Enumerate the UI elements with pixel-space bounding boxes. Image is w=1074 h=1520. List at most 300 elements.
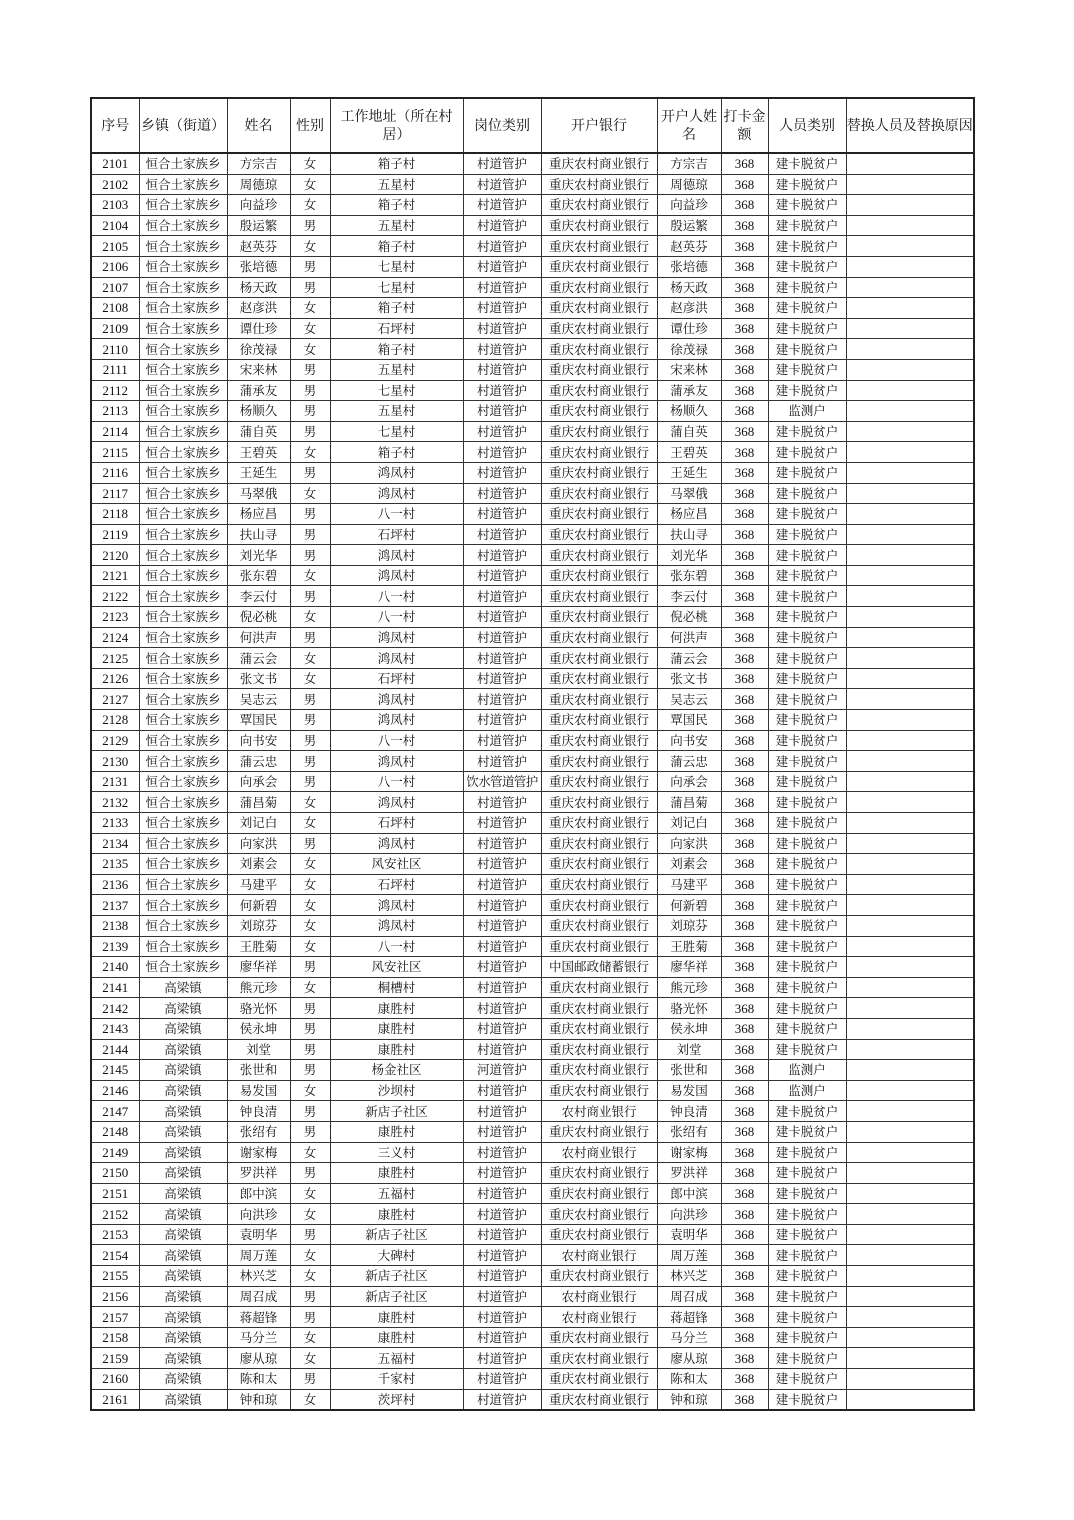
- account-holder-cell: 张东碧: [657, 565, 721, 586]
- gender-cell: 女: [290, 153, 330, 174]
- amount-cell: 368: [721, 1163, 768, 1184]
- table-row: [91, 586, 974, 607]
- seq-cell: 2151: [91, 1183, 139, 1204]
- person-type-cell: 建卡脱贫户: [768, 545, 846, 566]
- seq-cell: 2147: [91, 1101, 139, 1122]
- seq-cell: 2106: [91, 256, 139, 277]
- replacement-cell: [846, 524, 974, 545]
- gender-cell: 男: [290, 957, 330, 978]
- post-type-cell: 村道管护: [463, 1245, 541, 1266]
- amount-cell: 368: [721, 565, 768, 586]
- amount-cell: 368: [721, 545, 768, 566]
- person-type-cell: 建卡脱贫户: [768, 195, 846, 216]
- name-cell: 马分兰: [227, 1327, 290, 1348]
- seq-cell: 2143: [91, 1018, 139, 1039]
- bank-cell: 重庆农村商业银行: [541, 195, 657, 216]
- post-type-cell: 村道管护: [463, 442, 541, 463]
- table-row: [91, 565, 974, 586]
- account-holder-cell: 殷运繁: [657, 215, 721, 236]
- bank-cell: 重庆农村商业银行: [541, 462, 657, 483]
- replacement-cell: [846, 854, 974, 875]
- account-holder-cell: 蒲云会: [657, 648, 721, 669]
- table-row: [91, 1327, 974, 1348]
- table-row: [91, 1224, 974, 1245]
- post-type-cell: 村道管护: [463, 1101, 541, 1122]
- amount-cell: 368: [721, 1286, 768, 1307]
- township-cell: 恒合土家族乡: [139, 174, 227, 195]
- bank-cell: 重庆农村商业银行: [541, 895, 657, 916]
- amount-cell: 368: [721, 915, 768, 936]
- amount-cell: 368: [721, 462, 768, 483]
- replacement-cell: [846, 277, 974, 298]
- seq-cell: 2107: [91, 277, 139, 298]
- post-type-cell: 村道管护: [463, 1039, 541, 1060]
- account-holder-cell: 蒲云忠: [657, 751, 721, 772]
- bank-cell: 重庆农村商业银行: [541, 174, 657, 195]
- table-row: [91, 236, 974, 257]
- bank-cell: 重庆农村商业银行: [541, 833, 657, 854]
- post-type-cell: 村道管护: [463, 462, 541, 483]
- table-row: [91, 751, 974, 772]
- gender-cell: 男: [290, 545, 330, 566]
- table-row: [91, 359, 974, 380]
- table-row: [91, 195, 974, 216]
- work-address-cell: 新店子社区: [330, 1224, 463, 1245]
- amount-cell: 368: [721, 318, 768, 339]
- replacement-cell: [846, 236, 974, 257]
- replacement-cell: [846, 730, 974, 751]
- table-row: [91, 298, 974, 319]
- name-cell: 周召成: [227, 1286, 290, 1307]
- replacement-cell: [846, 648, 974, 669]
- work-address-cell: 箱子村: [330, 298, 463, 319]
- gender-cell: 男: [290, 998, 330, 1019]
- name-cell: 谭仕珍: [227, 318, 290, 339]
- amount-cell: 368: [721, 483, 768, 504]
- replacement-cell: [846, 504, 974, 525]
- name-cell: 钟和琼: [227, 1389, 290, 1410]
- township-cell: 高梁镇: [139, 1080, 227, 1101]
- township-cell: 恒合土家族乡: [139, 668, 227, 689]
- work-address-cell: 箱子村: [330, 339, 463, 360]
- person-type-cell: 建卡脱贫户: [768, 1121, 846, 1142]
- township-cell: 高梁镇: [139, 1348, 227, 1369]
- township-cell: 恒合土家族乡: [139, 689, 227, 710]
- amount-cell: 368: [721, 1266, 768, 1287]
- township-cell: 恒合土家族乡: [139, 256, 227, 277]
- person-type-cell: 建卡脱贫户: [768, 1101, 846, 1122]
- table-row: [91, 1389, 974, 1410]
- seq-cell: 2104: [91, 215, 139, 236]
- name-cell: 方宗吉: [227, 153, 290, 174]
- post-type-cell: 村道管护: [463, 915, 541, 936]
- amount-cell: 368: [721, 277, 768, 298]
- name-cell: 钟良清: [227, 1101, 290, 1122]
- amount-cell: 368: [721, 895, 768, 916]
- work-address-cell: 五福村: [330, 1183, 463, 1204]
- bank-cell: 农村商业银行: [541, 1101, 657, 1122]
- bank-cell: 重庆农村商业银行: [541, 1369, 657, 1390]
- replacement-cell: [846, 483, 974, 504]
- amount-cell: 368: [721, 813, 768, 834]
- seq-cell: 2159: [91, 1348, 139, 1369]
- account-holder-cell: 袁明华: [657, 1224, 721, 1245]
- person-type-cell: 建卡脱贫户: [768, 256, 846, 277]
- post-type-cell: 村道管护: [463, 359, 541, 380]
- work-address-cell: 箱子村: [330, 442, 463, 463]
- gender-cell: 男: [290, 380, 330, 401]
- bank-cell: 重庆农村商业银行: [541, 318, 657, 339]
- account-holder-cell: 骆光怀: [657, 998, 721, 1019]
- work-address-cell: 七星村: [330, 256, 463, 277]
- bank-cell: 重庆农村商业银行: [541, 730, 657, 751]
- account-holder-cell: 郎中滨: [657, 1183, 721, 1204]
- township-cell: 恒合土家族乡: [139, 957, 227, 978]
- work-address-cell: 鸿凤村: [330, 689, 463, 710]
- replacement-cell: [846, 627, 974, 648]
- account-holder-cell: 向家洪: [657, 833, 721, 854]
- township-cell: 恒合土家族乡: [139, 833, 227, 854]
- person-type-cell: 建卡脱贫户: [768, 1142, 846, 1163]
- person-type-cell: 建卡脱贫户: [768, 298, 846, 319]
- gender-cell: 女: [290, 874, 330, 895]
- post-type-cell: 村道管护: [463, 627, 541, 648]
- table-row: [91, 648, 974, 669]
- township-cell: 恒合土家族乡: [139, 442, 227, 463]
- work-address-cell: 茨坪村: [330, 1389, 463, 1410]
- table-row: [91, 1121, 974, 1142]
- seq-cell: 2152: [91, 1204, 139, 1225]
- gender-cell: 男: [290, 1018, 330, 1039]
- replacement-cell: [846, 957, 974, 978]
- table-row: [91, 792, 974, 813]
- post-type-cell: 村道管护: [463, 545, 541, 566]
- person-type-cell: 建卡脱贫户: [768, 854, 846, 875]
- amount-cell: 368: [721, 607, 768, 628]
- person-type-cell: 建卡脱贫户: [768, 236, 846, 257]
- replacement-cell: [846, 174, 974, 195]
- amount-cell: 368: [721, 1245, 768, 1266]
- table-row: [91, 1080, 974, 1101]
- person-type-cell: 建卡脱贫户: [768, 813, 846, 834]
- person-type-cell: 建卡脱贫户: [768, 153, 846, 174]
- name-cell: 张东碧: [227, 565, 290, 586]
- seq-cell: 2123: [91, 607, 139, 628]
- name-cell: 熊元珍: [227, 977, 290, 998]
- amount-cell: 368: [721, 442, 768, 463]
- replacement-cell: [846, 401, 974, 422]
- person-type-cell: 建卡脱贫户: [768, 380, 846, 401]
- work-address-cell: 八一村: [330, 730, 463, 751]
- person-type-cell: 建卡脱贫户: [768, 874, 846, 895]
- work-address-cell: 鸿凤村: [330, 895, 463, 916]
- township-cell: 高梁镇: [139, 1121, 227, 1142]
- township-cell: 恒合土家族乡: [139, 401, 227, 422]
- replacement-cell: [846, 936, 974, 957]
- bank-cell: 重庆农村商业银行: [541, 710, 657, 731]
- gender-cell: 男: [290, 1224, 330, 1245]
- amount-cell: 368: [721, 771, 768, 792]
- amount-cell: 368: [721, 1018, 768, 1039]
- account-holder-cell: 陈和太: [657, 1369, 721, 1390]
- replacement-cell: [846, 792, 974, 813]
- seq-cell: 2142: [91, 998, 139, 1019]
- amount-cell: 368: [721, 1101, 768, 1122]
- township-cell: 高梁镇: [139, 1389, 227, 1410]
- gender-cell: 男: [290, 771, 330, 792]
- work-address-cell: 石坪村: [330, 874, 463, 895]
- gender-cell: 男: [290, 1307, 330, 1328]
- amount-cell: 368: [721, 751, 768, 772]
- person-type-cell: 建卡脱贫户: [768, 1307, 846, 1328]
- header-name: 姓名: [227, 98, 290, 153]
- post-type-cell: 村道管护: [463, 1183, 541, 1204]
- seq-cell: 2153: [91, 1224, 139, 1245]
- township-cell: 恒合土家族乡: [139, 215, 227, 236]
- name-cell: 侯永坤: [227, 1018, 290, 1039]
- post-type-cell: 村道管护: [463, 380, 541, 401]
- gender-cell: 男: [290, 730, 330, 751]
- work-address-cell: 康胜村: [330, 1121, 463, 1142]
- seq-cell: 2112: [91, 380, 139, 401]
- table-row: [91, 771, 974, 792]
- name-cell: 王胜菊: [227, 936, 290, 957]
- post-type-cell: 河道管护: [463, 1060, 541, 1081]
- person-type-cell: 建卡脱贫户: [768, 1224, 846, 1245]
- name-cell: 蒲自英: [227, 421, 290, 442]
- amount-cell: 368: [721, 1039, 768, 1060]
- post-type-cell: 村道管护: [463, 689, 541, 710]
- bank-cell: 重庆农村商业银行: [541, 813, 657, 834]
- account-holder-cell: 张绍有: [657, 1121, 721, 1142]
- gender-cell: 男: [290, 751, 330, 772]
- replacement-cell: [846, 1039, 974, 1060]
- township-cell: 恒合土家族乡: [139, 359, 227, 380]
- name-cell: 马建平: [227, 874, 290, 895]
- gender-cell: 男: [290, 833, 330, 854]
- table-row: [91, 1060, 974, 1081]
- township-cell: 恒合土家族乡: [139, 627, 227, 648]
- amount-cell: 368: [721, 339, 768, 360]
- post-type-cell: 村道管护: [463, 1142, 541, 1163]
- amount-cell: 368: [721, 586, 768, 607]
- bank-cell: 重庆农村商业银行: [541, 1266, 657, 1287]
- bank-cell: 重庆农村商业银行: [541, 936, 657, 957]
- gender-cell: 女: [290, 174, 330, 195]
- seq-cell: 2124: [91, 627, 139, 648]
- table-row: [91, 854, 974, 875]
- township-cell: 高梁镇: [139, 1266, 227, 1287]
- seq-cell: 2145: [91, 1060, 139, 1081]
- seq-cell: 2105: [91, 236, 139, 257]
- amount-cell: 368: [721, 504, 768, 525]
- table-row: [91, 483, 974, 504]
- work-address-cell: 八一村: [330, 771, 463, 792]
- township-cell: 高梁镇: [139, 1307, 227, 1328]
- replacement-cell: [846, 998, 974, 1019]
- seq-cell: 2125: [91, 648, 139, 669]
- table-row: [91, 401, 974, 422]
- name-cell: 扶山寻: [227, 524, 290, 545]
- township-cell: 恒合土家族乡: [139, 586, 227, 607]
- person-type-cell: 建卡脱贫户: [768, 1327, 846, 1348]
- post-type-cell: 村道管护: [463, 854, 541, 875]
- township-cell: 恒合土家族乡: [139, 895, 227, 916]
- work-address-cell: 康胜村: [330, 1163, 463, 1184]
- post-type-cell: 村道管护: [463, 401, 541, 422]
- account-holder-cell: 刘素会: [657, 854, 721, 875]
- bank-cell: 重庆农村商业银行: [541, 401, 657, 422]
- seq-cell: 2141: [91, 977, 139, 998]
- post-type-cell: 村道管护: [463, 1369, 541, 1390]
- post-type-cell: 村道管护: [463, 813, 541, 834]
- gender-cell: 男: [290, 1039, 330, 1060]
- account-holder-cell: 何新碧: [657, 895, 721, 916]
- seq-cell: 2138: [91, 915, 139, 936]
- bank-cell: 重庆农村商业银行: [541, 153, 657, 174]
- account-holder-cell: 向洪珍: [657, 1204, 721, 1225]
- bank-cell: 重庆农村商业银行: [541, 1389, 657, 1410]
- amount-cell: 368: [721, 1307, 768, 1328]
- post-type-cell: 村道管护: [463, 565, 541, 586]
- account-holder-cell: 刘琼芬: [657, 915, 721, 936]
- township-cell: 高梁镇: [139, 1142, 227, 1163]
- gender-cell: 女: [290, 1266, 330, 1287]
- person-type-cell: 建卡脱贫户: [768, 710, 846, 731]
- bank-cell: 农村商业银行: [541, 1245, 657, 1266]
- post-type-cell: 村道管护: [463, 1080, 541, 1101]
- bank-cell: 重庆农村商业银行: [541, 915, 657, 936]
- township-cell: 高梁镇: [139, 1101, 227, 1122]
- replacement-cell: [846, 1307, 974, 1328]
- work-address-cell: 鸿凤村: [330, 710, 463, 731]
- account-holder-cell: 周万莲: [657, 1245, 721, 1266]
- seq-cell: 2130: [91, 751, 139, 772]
- gender-cell: 女: [290, 977, 330, 998]
- table-row: [91, 895, 974, 916]
- person-type-cell: 建卡脱贫户: [768, 977, 846, 998]
- replacement-cell: [846, 256, 974, 277]
- name-cell: 张文书: [227, 668, 290, 689]
- seq-cell: 2109: [91, 318, 139, 339]
- bank-cell: 重庆农村商业银行: [541, 792, 657, 813]
- amount-cell: 368: [721, 153, 768, 174]
- bank-cell: 重庆农村商业银行: [541, 565, 657, 586]
- seq-cell: 2135: [91, 854, 139, 875]
- work-address-cell: 八一村: [330, 586, 463, 607]
- name-cell: 陈和太: [227, 1369, 290, 1390]
- post-type-cell: 村道管护: [463, 1163, 541, 1184]
- bank-cell: 重庆农村商业银行: [541, 998, 657, 1019]
- person-type-cell: 建卡脱贫户: [768, 936, 846, 957]
- amount-cell: 368: [721, 648, 768, 669]
- post-type-cell: 村道管护: [463, 751, 541, 772]
- township-cell: 恒合土家族乡: [139, 462, 227, 483]
- bank-cell: 重庆农村商业银行: [541, 1039, 657, 1060]
- bank-cell: 重庆农村商业银行: [541, 627, 657, 648]
- amount-cell: 368: [721, 627, 768, 648]
- name-cell: 徐茂禄: [227, 339, 290, 360]
- bank-cell: 重庆农村商业银行: [541, 1204, 657, 1225]
- name-cell: 向书安: [227, 730, 290, 751]
- township-cell: 恒合土家族乡: [139, 153, 227, 174]
- account-holder-cell: 谭仕珍: [657, 318, 721, 339]
- header-bank: 开户银行: [541, 98, 657, 153]
- name-cell: 张培德: [227, 256, 290, 277]
- replacement-cell: [846, 1204, 974, 1225]
- person-type-cell: 建卡脱贫户: [768, 1183, 846, 1204]
- work-address-cell: 桐槽村: [330, 977, 463, 998]
- gender-cell: 女: [290, 915, 330, 936]
- bank-cell: 重庆农村商业银行: [541, 545, 657, 566]
- account-holder-cell: 刘堂: [657, 1039, 721, 1060]
- township-cell: 恒合土家族乡: [139, 874, 227, 895]
- gender-cell: 男: [290, 421, 330, 442]
- bank-cell: 重庆农村商业银行: [541, 874, 657, 895]
- replacement-cell: [846, 771, 974, 792]
- township-cell: 恒合土家族乡: [139, 339, 227, 360]
- amount-cell: 368: [721, 298, 768, 319]
- name-cell: 向承会: [227, 771, 290, 792]
- name-cell: 杨天政: [227, 277, 290, 298]
- name-cell: 宋来林: [227, 359, 290, 380]
- name-cell: 蒲承友: [227, 380, 290, 401]
- township-cell: 恒合土家族乡: [139, 792, 227, 813]
- seq-cell: 2156: [91, 1286, 139, 1307]
- person-type-cell: 建卡脱贫户: [768, 689, 846, 710]
- table-row: [91, 504, 974, 525]
- table-row: [91, 462, 974, 483]
- person-type-cell: 监测户: [768, 401, 846, 422]
- amount-cell: 368: [721, 215, 768, 236]
- replacement-cell: [846, 318, 974, 339]
- work-address-cell: 石坪村: [330, 813, 463, 834]
- post-type-cell: 村道管护: [463, 648, 541, 669]
- table-row: [91, 256, 974, 277]
- bank-cell: 重庆农村商业银行: [541, 1163, 657, 1184]
- table-row: [91, 1369, 974, 1390]
- gender-cell: 男: [290, 401, 330, 422]
- seq-cell: 2111: [91, 359, 139, 380]
- name-cell: 杨应昌: [227, 504, 290, 525]
- post-type-cell: 村道管护: [463, 668, 541, 689]
- account-holder-cell: 马建平: [657, 874, 721, 895]
- township-cell: 恒合土家族乡: [139, 380, 227, 401]
- post-type-cell: 村道管护: [463, 730, 541, 751]
- post-type-cell: 村道管护: [463, 339, 541, 360]
- work-address-cell: 康胜村: [330, 1039, 463, 1060]
- name-cell: 殷运繁: [227, 215, 290, 236]
- gender-cell: 女: [290, 792, 330, 813]
- township-cell: 高梁镇: [139, 1204, 227, 1225]
- township-cell: 恒合土家族乡: [139, 648, 227, 669]
- name-cell: 刘堂: [227, 1039, 290, 1060]
- replacement-cell: [846, 421, 974, 442]
- seq-cell: 2133: [91, 813, 139, 834]
- account-holder-cell: 何洪声: [657, 627, 721, 648]
- person-type-cell: 建卡脱贫户: [768, 504, 846, 525]
- amount-cell: 368: [721, 1080, 768, 1101]
- work-address-cell: 鸿凤村: [330, 792, 463, 813]
- account-holder-cell: 杨顺久: [657, 401, 721, 422]
- replacement-cell: [846, 462, 974, 483]
- gender-cell: 男: [290, 1369, 330, 1390]
- person-type-cell: 建卡脱贫户: [768, 586, 846, 607]
- work-address-cell: 七星村: [330, 380, 463, 401]
- name-cell: 倪必桃: [227, 607, 290, 628]
- township-cell: 高梁镇: [139, 1163, 227, 1184]
- person-type-cell: 建卡脱贫户: [768, 339, 846, 360]
